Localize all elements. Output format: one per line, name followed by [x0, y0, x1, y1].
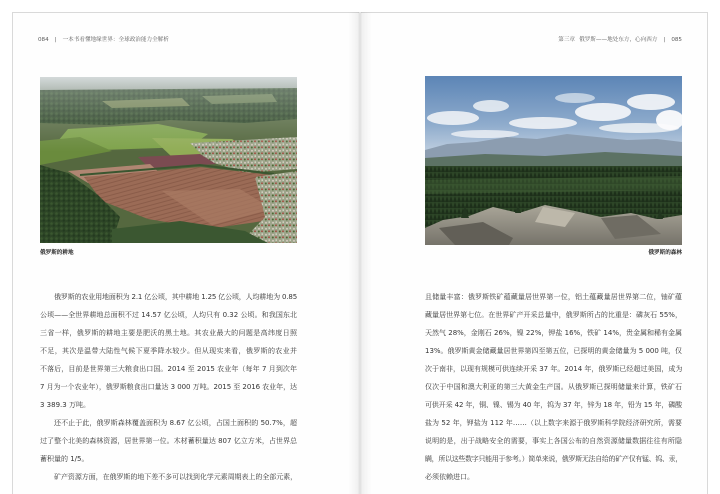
text-line: 蓄积量的 1/5。: [40, 455, 89, 463]
cloud: [427, 111, 479, 125]
farmland-photo: [40, 77, 297, 243]
text-line: 天然气 28%，金刚石 26%，镍 22%，钾盐 16%，铁矿 14%，贵金属和稀有金属: [425, 329, 682, 337]
photo-caption: 俄罗斯的森林: [648, 250, 682, 256]
paragraph: [40, 468, 297, 486]
text-line: 不落后，目前是世界第三大粮食出口国。2014 至 2015 农业年（每年 7 月到次年: [40, 365, 297, 373]
paragraph: [40, 288, 297, 414]
cloud: [627, 94, 675, 110]
photo-caption: 俄罗斯的耕地: [40, 250, 74, 256]
cloud: [555, 93, 595, 103]
text-line: 7 月为一个农业年），俄罗斯粮食出口量达 3 000 万吨。2015 至 2016 农业年，达: [40, 383, 297, 391]
text-line: 过了整个北美的森林资源，居世界第一位。木材蓄积量达 807 亿立方米，占世界总: [40, 437, 297, 445]
text-line: 仅次于中国和澳大利亚的第三大黄金生产国。从俄罗斯已探明储量来计算，铁矿石: [425, 383, 682, 391]
paragraph: [40, 414, 297, 468]
text-line: 还不止于此，俄罗斯森林覆盖面积为 8.67 亿公顷，占国土面积的 50.7%，超: [54, 419, 297, 427]
text-line: 说明的是，出于战略安全的需要，事实上各国公布的自然资源储量数据往往有所隐: [425, 437, 682, 445]
text-line: 盐为 52 年，钾盐为 112 年……（以上数字来源于俄罗斯科学院经济研究所，需要: [425, 419, 682, 427]
text-line: 不足，其次是温带大陆性气候下夏季降水较少。但从现实来看，俄罗斯的农业并: [40, 347, 297, 355]
page-gutter: [348, 12, 372, 494]
text-line: 次于南非，以现有规模可供连续开采 37 年。2014 年，俄罗斯已经超过美国，成为: [425, 365, 682, 373]
text-line: 3 389.3 万吨。: [40, 401, 90, 409]
chapter-number: 第三章: [558, 37, 576, 43]
text-line: 13%。俄罗斯黄金储藏量居世界第四至第五位，已探明的黄金储量为 5 000 吨，仅: [425, 347, 682, 355]
chapter-title: 俄罗斯——地处东方，心向西方: [579, 37, 658, 43]
text-line: 必须依赖进口。: [425, 473, 474, 481]
header-separator: |: [54, 37, 57, 43]
paragraph: [425, 288, 682, 486]
left-body-text: [40, 288, 297, 486]
text-line: 藏量居世界第七位。在世界矿产开采总量中，俄罗斯所占的比重是：磷灰石 55%，: [425, 311, 682, 319]
text-line: 可供开采 42 年，铜、镍、锡为 40 年，钨为 37 年，锌为 18 年，铅为 15 年，磷酸: [425, 401, 682, 409]
forest-photo: [425, 76, 682, 245]
text-line: 俄罗斯的农业用地面积为 2.1 亿公顷，其中耕地 1.25 亿公顷，人均耕地为 0.85: [54, 293, 297, 301]
text-line: 公顷——全世界耕地总面积不过 14.57 亿公顷，人均只有 0.32 公顷。和我国东北: [40, 311, 297, 319]
text-line: 三省一样，俄罗斯的耕地主要是肥沃的黑土地。其农业最大的问题是高纬度日照: [40, 329, 297, 337]
text-line: 瞒，所以这些数字只能用于参考。）简单来说，俄罗斯无法自给的矿产仅有锰、钨、汞，: [425, 455, 682, 463]
atmospheric-haze: [40, 77, 297, 243]
cloud: [451, 130, 519, 138]
right-body-text: [425, 288, 682, 486]
text-line: 矿产资源方面，在俄罗斯的地下差不多可以找到化学元素周期表上的全部元素，: [54, 473, 297, 481]
page-number: 084: [38, 37, 49, 43]
book-title: 一本书看懂地缘世界：全球政治能力全解析: [62, 37, 169, 43]
cloud: [509, 117, 577, 129]
right-running-header: [558, 36, 682, 44]
cloud: [473, 100, 509, 112]
cloud: [575, 103, 631, 121]
header-separator: |: [663, 37, 666, 43]
page-number: 085: [671, 37, 682, 43]
left-running-header: [38, 36, 169, 44]
text-line: 且储量丰富：俄罗斯铁矿蕴藏量居世界第一位，铝土蕴藏量居世界第二位，铀矿蕴: [425, 293, 682, 301]
